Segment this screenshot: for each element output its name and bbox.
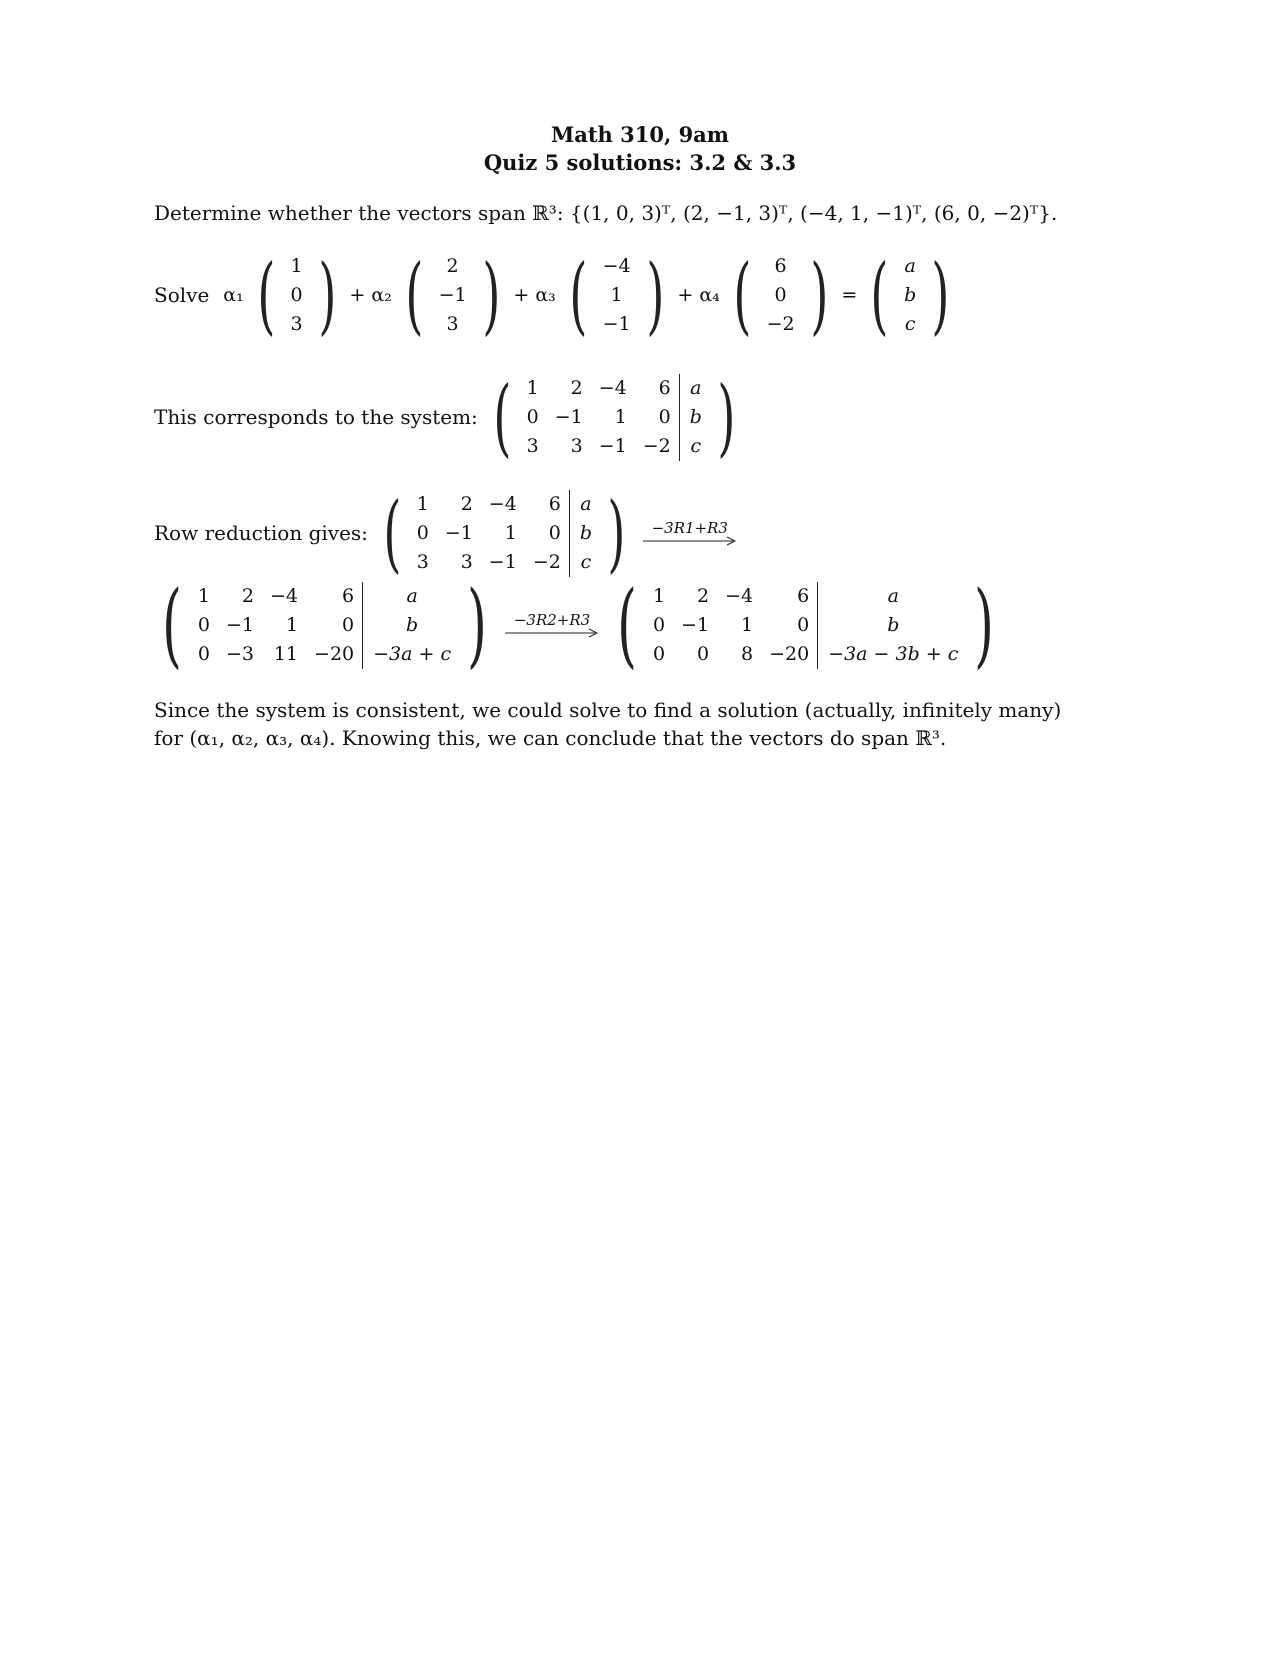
row-op-arrow-1 xyxy=(643,520,737,546)
coef-3: + α₃ xyxy=(513,284,556,306)
problem-prompt: Determine whether the vectors span ℝ³: {(1, 0, 3)ᵀ, (2, −1, 3)ᵀ, (−4, 1, −1)ᵀ, (6, 0, −2)ᵀ}. xyxy=(154,201,1058,225)
row-op-1-label: −3R1+R3 xyxy=(651,519,728,537)
vector-3: −4 1 −1 xyxy=(602,255,631,335)
vector-1: 1 0 3 xyxy=(290,255,303,335)
reduction-matrix-3: 1 2 −4 6 a 0 −1 1 0 b 0 0 8 −20 −3a − 3b + c xyxy=(645,582,966,669)
page-subtitle: Quiz 5 solutions: 3.2 & 3.3 xyxy=(483,150,797,175)
solve-label: Solve xyxy=(154,283,210,307)
system-label: This corresponds to the system: xyxy=(154,405,478,429)
system-matrix: 1 2 −4 6 a 0 −1 1 0 b 3 3 −1 −2 c xyxy=(519,374,710,461)
right-arrow-icon xyxy=(505,628,599,638)
solve-equation: Solve α₁ ( 1 0 3 ) + α₂ ( 2 −1 3 ) + α₃ ( −4 1 −1 ) + α₄ ( 6 0 −2 ) = ( a b c ) xyxy=(154,246,950,344)
reduction-label: Row reduction gives: xyxy=(154,521,368,545)
system-matrix-row: This corresponds to the system: ( 1 2 −4 6 a 0 −1 1 0 b 3 3 −1 −2 c ) xyxy=(154,368,736,466)
coef-1: α₁ xyxy=(223,284,244,306)
rhs-vector: a b c xyxy=(904,255,917,335)
equals-sign: = xyxy=(841,284,858,306)
reduction-matrix-1: 1 2 −4 6 a 0 −1 1 0 b 3 3 −1 −2 c xyxy=(409,490,600,577)
row-op-arrow-2 xyxy=(505,612,599,638)
row-reduction-step1: Row reduction gives: ( 1 2 −4 6 a 0 −1 1 0 b 3 3 −1 −2 c ) −3R1+R3 xyxy=(154,488,747,578)
right-arrow-icon xyxy=(643,536,737,546)
reduction-matrix-2: 1 2 −4 6 a 0 −1 1 0 b 0 −3 11 −20 −3a + c xyxy=(190,582,459,669)
page-title: Math 310, 9am xyxy=(550,122,730,147)
row-reduction-step2: ( 1 2 −4 6 a 0 −1 1 0 b 0 −3 11 −20 −3a + c ) −3R2+R3 ( 1 2 −4 6 a 0 −1 1 0 b 0 0 8 −20 −3a − 3b + c ) xyxy=(162,571,995,678)
conclusion-paragraph: Since the system is consistent, we could solve to find a solution (actually, infinitely many) for (α₁, α₂, α₃, α₄). Knowing this, we can conclude that the vectors do span ℝ³. xyxy=(154,698,1062,750)
coef-4: + α₄ xyxy=(677,284,720,306)
coef-2: + α₂ xyxy=(349,284,392,306)
row-op-2-label: −3R2+R3 xyxy=(513,611,591,629)
vector-2: 2 −1 3 xyxy=(438,255,467,335)
vector-4: 6 0 −2 xyxy=(766,255,795,335)
